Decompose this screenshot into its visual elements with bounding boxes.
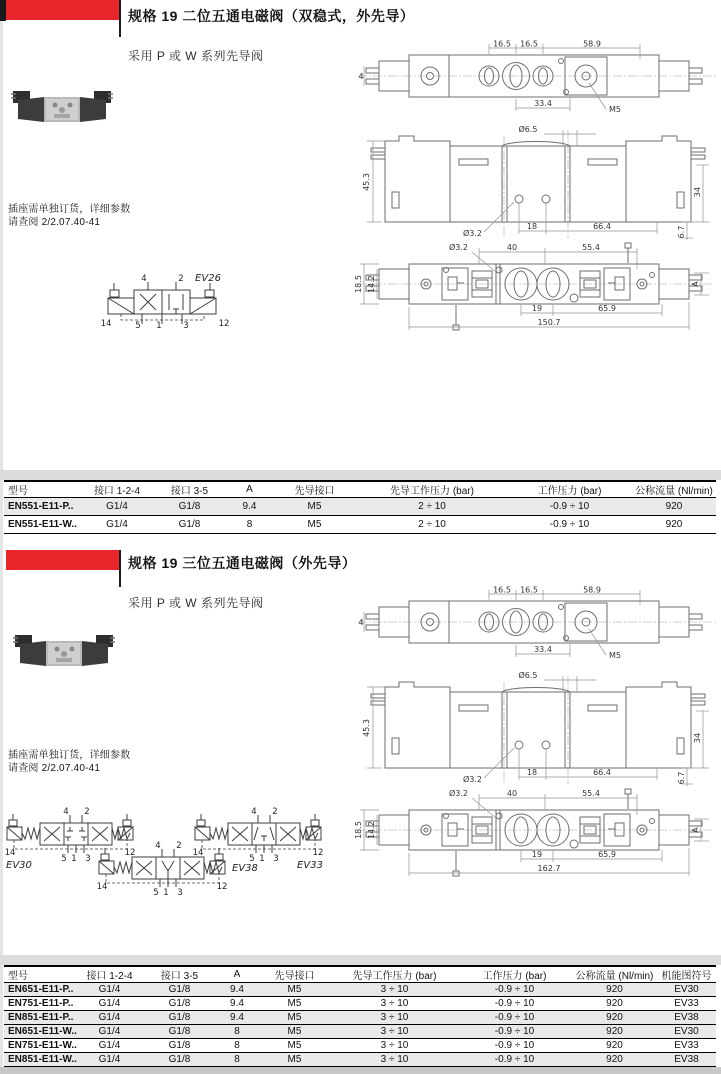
value-cell: M5 <box>287 1012 302 1023</box>
dim-label: 65.9 <box>598 850 616 859</box>
dim-label: 18 <box>526 222 538 231</box>
dim-label: 14.2 <box>367 275 376 293</box>
table2-top-strip <box>0 955 721 965</box>
value-cell: 9.4 <box>230 1012 244 1023</box>
column-header: 接口 3-5 <box>170 486 209 497</box>
dim-label: Ø6.5 <box>518 671 538 680</box>
value-cell: 3 ÷ 10 <box>380 984 409 995</box>
value-cell: 8 <box>234 1054 240 1065</box>
port-label: 5 <box>249 854 255 864</box>
model-cell: EN551-E11-P.. <box>8 501 74 512</box>
port-label: 5 <box>153 888 159 898</box>
dim-label: 33.4 <box>534 99 552 108</box>
note-line: 插座需单独订货，详细参数 <box>8 750 131 761</box>
dim-label: A <box>691 827 700 833</box>
dim-label: 66.4 <box>593 222 611 231</box>
schematic-label: EV33 <box>297 860 323 871</box>
port-label: 4 <box>251 807 257 817</box>
value-cell: 8 <box>234 1026 240 1037</box>
column-header: 公称流量 (Nl/min) <box>635 486 713 497</box>
spec-table-three-position <box>4 965 716 1067</box>
valve-product-photo <box>10 86 114 128</box>
schematic-label: EV30 <box>6 860 32 871</box>
column-header: 先导工作压力 (bar) <box>352 971 437 982</box>
spec-table-bistable <box>4 480 716 534</box>
port-label: 12 <box>218 319 230 329</box>
column-header: 机能图符号 <box>661 971 712 982</box>
header-black-block <box>0 0 6 21</box>
model-cell: EN651-E11-W.. <box>8 1026 77 1037</box>
note-line: 插座需单独订货，详细参数 <box>8 204 131 215</box>
dim-label: 65.9 <box>598 304 616 313</box>
header-red-bar <box>6 550 120 570</box>
section2-title: 规格 19 三位五通电磁阀（外先导） <box>128 555 357 571</box>
column-header: 工作压力 (bar) <box>537 486 602 497</box>
dim-label: 19 <box>531 304 543 313</box>
dim-label: 40 <box>506 789 518 798</box>
table-row <box>4 997 716 1011</box>
port-label: 5 <box>61 854 67 864</box>
value-cell: G1/8 <box>178 501 201 512</box>
port-label: 2 <box>272 807 278 817</box>
port-label: 4 <box>141 274 147 284</box>
dim-label: 16.5 <box>493 39 511 49</box>
table-row <box>4 1053 716 1067</box>
dim-label: 18.5 <box>354 821 363 839</box>
value-cell: EV33 <box>674 998 699 1009</box>
value-cell: -0.9 ÷ 10 <box>494 1054 535 1065</box>
column-header: 接口 1-2-4 <box>86 971 133 982</box>
dim-label: 34 <box>693 186 702 198</box>
dim-label: Ø3.2 <box>448 789 468 798</box>
dim-label: 16.5 <box>520 585 538 595</box>
value-cell: 2 ÷ 10 <box>418 501 446 512</box>
value-cell: G1/4 <box>98 1054 121 1065</box>
column-header: 先导接口 <box>294 486 335 497</box>
value-cell: G1/4 <box>98 1026 121 1037</box>
value-cell: 920 <box>606 1040 623 1051</box>
dim-label: 33.4 <box>534 645 552 654</box>
value-cell: -0.9 ÷ 10 <box>549 519 590 530</box>
column-header: 公称流量 (Nl/min) <box>575 971 654 982</box>
section2-note <box>8 749 130 775</box>
value-cell: G1/4 <box>98 1012 121 1023</box>
dim-label: Ø3.2 <box>462 775 482 784</box>
dim-label: 40 <box>506 243 518 252</box>
value-cell: 3 ÷ 10 <box>380 1012 409 1023</box>
value-cell: 920 <box>606 984 623 995</box>
port-label: 3 <box>183 321 189 331</box>
dim-label: Ø3.2 <box>462 229 482 238</box>
port-label: 12 <box>216 882 228 892</box>
dim-label: 18.5 <box>354 275 363 293</box>
value-cell: 3 ÷ 10 <box>380 998 409 1009</box>
section1-subtitle: 采用 P 或 W 系列先导阀 <box>128 49 264 63</box>
section2-photo <box>12 630 116 672</box>
value-cell: -0.9 ÷ 10 <box>494 998 535 1009</box>
dim-label: 18 <box>526 768 538 777</box>
value-cell: 9.4 <box>242 501 257 512</box>
dim-label: Ø3.2 <box>448 243 468 252</box>
value-cell: G1/8 <box>168 1054 191 1065</box>
note-line: 请查阅 2/2.07.40-41 <box>8 763 101 774</box>
dim-label: 55.4 <box>582 789 600 798</box>
column-header: 先导接口 <box>274 971 315 982</box>
thread-label: M5 <box>609 651 621 660</box>
value-cell: 920 <box>606 1012 623 1023</box>
thread-label: M5 <box>609 105 621 114</box>
value-cell: 920 <box>606 1026 623 1037</box>
value-cell: -0.9 ÷ 10 <box>494 984 535 995</box>
value-cell: G1/4 <box>106 501 128 512</box>
table-row <box>4 498 716 516</box>
value-cell: EV30 <box>674 984 699 995</box>
section2-drawings <box>354 585 720 880</box>
table-row <box>4 516 716 534</box>
value-cell: G1/8 <box>168 1012 191 1023</box>
dim-label: A <box>691 281 700 287</box>
value-cell: G1/8 <box>168 1026 191 1037</box>
value-cell: 920 <box>606 998 623 1009</box>
value-cell: 9.4 <box>230 984 244 995</box>
dim-label: 34 <box>693 732 702 744</box>
schematic-ev26 <box>96 270 236 330</box>
column-header: A <box>246 484 253 495</box>
value-cell: M5 <box>287 1054 302 1065</box>
section1-title: 规格 19 二位五通电磁阀（双稳式，外先导） <box>128 8 415 24</box>
column-header: 接口 3-5 <box>160 971 199 982</box>
value-cell: M5 <box>287 1040 302 1051</box>
valve-dimension-drawing <box>354 39 720 334</box>
value-cell: EV33 <box>674 1040 699 1051</box>
dim-label: 58.9 <box>583 39 601 49</box>
port-label: 1 <box>163 888 169 898</box>
dim-label: 16.5 <box>493 585 511 595</box>
value-cell: 920 <box>665 501 683 512</box>
page-bottom-strip <box>0 1067 721 1074</box>
table-row <box>4 983 716 997</box>
port-label: 1 <box>259 854 265 864</box>
port-label: 1 <box>71 854 77 864</box>
value-cell: 2 ÷ 10 <box>418 519 446 530</box>
header-divider-line <box>119 550 121 587</box>
dim-label: 58.9 <box>583 585 601 595</box>
dim-label: 55.4 <box>582 243 600 252</box>
port-label: 3 <box>85 854 91 864</box>
port-label: 2 <box>176 841 182 851</box>
dim-label: 45.3 <box>362 719 371 737</box>
model-cell: EN751-E11-P.. <box>8 998 74 1009</box>
value-cell: G1/4 <box>98 1040 121 1051</box>
value-cell: M5 <box>287 1026 302 1037</box>
value-cell: G1/4 <box>106 519 128 530</box>
note-line: 请查阅 2/2.07.40-41 <box>8 217 101 228</box>
port-label: 14 <box>4 848 16 858</box>
model-cell: EN851-E11-P.. <box>8 1012 74 1023</box>
table-row <box>4 1025 716 1039</box>
valve-product-photo <box>12 630 116 672</box>
table1-top-strip <box>0 470 721 480</box>
column-header: 型号 <box>8 486 28 497</box>
dim-label: Ø6.5 <box>518 125 538 134</box>
header-red-bar <box>6 0 120 20</box>
port-label: 5 <box>135 321 141 331</box>
value-cell: G1/4 <box>98 984 121 995</box>
value-cell: G1/4 <box>98 998 121 1009</box>
dim-label: 66.4 <box>593 768 611 777</box>
port-label: 14 <box>100 319 112 329</box>
column-header: 工作压力 (bar) <box>482 971 547 982</box>
table-header-row <box>4 481 716 498</box>
value-cell: 3 ÷ 10 <box>380 1026 409 1037</box>
value-cell: 8 <box>246 519 253 530</box>
schematic-ev33 <box>192 803 328 869</box>
model-cell: EN851-E11-W.. <box>8 1054 77 1065</box>
port-label: 3 <box>273 854 279 864</box>
schematic-label: EV26 <box>195 273 221 284</box>
section2-subtitle: 采用 P 或 W 系列先导阀 <box>128 596 264 610</box>
value-cell: 8 <box>234 1040 240 1051</box>
column-header: 先导工作压力 (bar) <box>390 486 474 497</box>
value-cell: EV38 <box>674 1012 699 1023</box>
value-cell: G1/8 <box>168 998 191 1009</box>
port-label: 2 <box>84 807 90 817</box>
column-header: 接口 1-2-4 <box>93 486 141 497</box>
section1-photo <box>10 86 114 128</box>
value-cell: EV30 <box>674 1026 699 1037</box>
value-cell: -0.9 ÷ 10 <box>494 1040 535 1051</box>
schematic-label: EV38 <box>232 863 258 874</box>
port-label: 12 <box>312 848 324 858</box>
table-row <box>4 1011 716 1025</box>
value-cell: -0.9 ÷ 10 <box>549 501 590 512</box>
value-cell: M5 <box>287 998 302 1009</box>
table-row <box>4 1039 716 1053</box>
table-header-row <box>4 966 716 983</box>
port-label: 4 <box>63 807 69 817</box>
port-label: 14 <box>96 882 108 892</box>
dim-label: 150.7 <box>537 318 561 327</box>
value-cell: -0.9 ÷ 10 <box>494 1026 535 1037</box>
value-cell: 3 ÷ 10 <box>380 1054 409 1065</box>
value-cell: M5 <box>307 519 322 530</box>
dim-label: 6.7 <box>677 225 686 239</box>
model-cell: EN651-E11-P.. <box>8 984 74 995</box>
valve-dimension-drawing <box>354 585 720 880</box>
section1-drawings <box>354 39 720 334</box>
port-label: 2 <box>178 274 184 284</box>
value-cell: G1/8 <box>178 519 201 530</box>
header-divider-line <box>119 0 121 37</box>
value-cell: 9.4 <box>230 998 244 1009</box>
value-cell: M5 <box>307 501 322 512</box>
dim-label: 45.3 <box>362 173 371 191</box>
model-cell: EN551-E11-W.. <box>8 519 77 530</box>
port-label: 14 <box>192 848 204 858</box>
page-left-edge <box>0 0 3 1074</box>
dim-label: 14.2 <box>367 821 376 839</box>
port-label: 1 <box>156 321 162 331</box>
value-cell: 920 <box>665 519 683 530</box>
dim-label: 4 <box>358 72 364 81</box>
dim-label: 16.5 <box>520 39 538 49</box>
port-label: 3 <box>177 888 183 898</box>
port-label: 12 <box>124 848 136 858</box>
model-cell: EN751-E11-W.. <box>8 1040 77 1051</box>
port-label: 4 <box>155 841 161 851</box>
value-cell: M5 <box>287 984 302 995</box>
dim-label: 4 <box>358 618 364 627</box>
dim-label: 162.7 <box>537 864 561 873</box>
dim-label: 19 <box>531 850 543 859</box>
column-header: A <box>233 969 241 980</box>
dim-label: 6.7 <box>677 771 686 785</box>
value-cell: 920 <box>606 1054 623 1065</box>
column-header: 型号 <box>8 971 28 982</box>
section1-note <box>8 203 130 229</box>
value-cell: 3 ÷ 10 <box>380 1040 409 1051</box>
value-cell: G1/8 <box>168 984 191 995</box>
value-cell: EV38 <box>674 1054 699 1065</box>
value-cell: G1/8 <box>168 1040 191 1051</box>
value-cell: -0.9 ÷ 10 <box>494 1012 535 1023</box>
